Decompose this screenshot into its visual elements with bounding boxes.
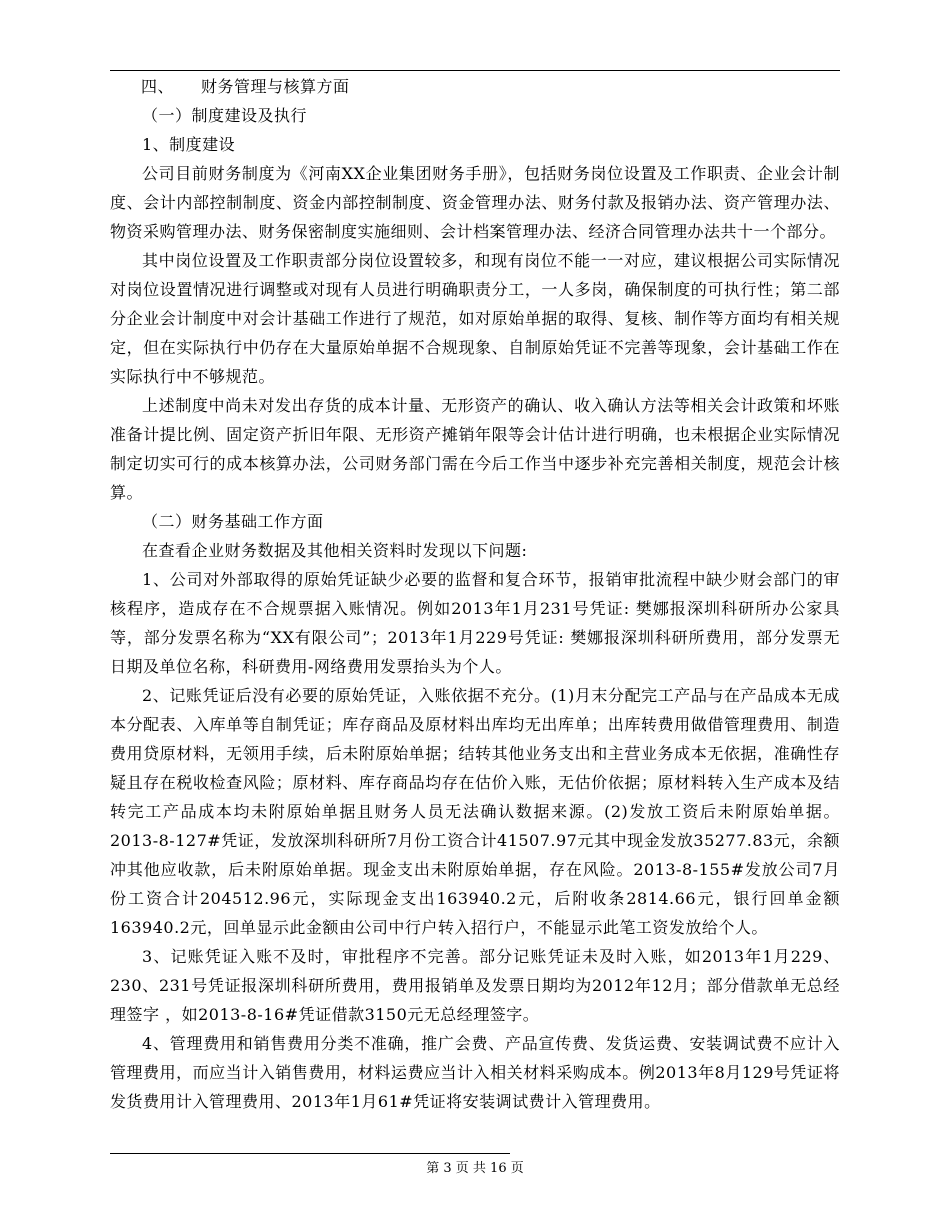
paragraph: 上述制度中尚未对发出存货的成本计量、无形资产的确认、收入确认方法等相关会计政策和坏账准备计提比例、固定资产折旧年限、无形资产摊销年限等会计估计进行明确，也未根据企业实际情况制定切实可行的成本核算办法，公司财务部门需在今后工作当中逐步补充完善相关制度，规范会计核算。 <box>110 396 840 502</box>
list-item: 4、管理费用和销售费用分类不准确，推广会费、产品宣传费、发货运费、安装调试费不应计入管理费用，而应当计入销售费用，材料运费应当计入相关材料采购成本。例2013年8月129号凭证将发货费用计入管理费用、2013年1月61#凭证将安装调试费计入管理费用。 <box>110 1034 840 1111</box>
list-item: 1、公司对外部取得的原始凭证缺少必要的监督和复合环节，报销审批流程中缺少财会部门的审核程序，造成存在不合规票据入账情况。例如2013年1月231号凭证: 樊娜报深圳科研所办公家具等，部分发票名称为“XX有限公司”；2013年1月229号凭证: 樊娜报深圳科研所费用，部分发票无日期及单位名称，科研费用-网络费用发票抬头为个人。 <box>110 570 840 676</box>
subsection-heading: （一）制度建设及执行 <box>142 106 308 125</box>
footer-rule <box>110 1153 510 1154</box>
subsection-heading: （二）财务基础工作方面 <box>142 512 324 531</box>
section-heading <box>110 72 840 101</box>
section-number: 四、 <box>141 77 175 96</box>
page-number: 第 3 页 共 16 页 <box>426 1161 524 1176</box>
list-item: 2、记账凭证后没有必要的原始凭证，入账依据不充分。(1)月末分配完工产品与在产品成本无成本分配表、入库单等自制凭证；库存商品及原材料出库均无出库单；出库转费用做借管理费用、制造费用贷原材料，无领用手续，后未附原始单据；结转其他业务支出和主营业务成本无依据，准确性存疑且存在税收检查风险；原材料、库存商品均存在估价入账，无估价依据；原材料转入生产成本及结转完工产品成本均未附原始单据且财务人员无法确认数据来源。(2)发放工资后未附原始单据。2013-8-127#凭证，发放深圳科研所7月份工资合计41507.97元其中现金发放35277.83元，余额冲其他应收款，后未附原始单据。现金支出未附原始单据，存在风险。2013-8-155#发放公司7月份工资合计204512.96元，实际现金支出163940.2元，后附收条2814.66元，银行回单金额163940.2元，回单显示此金额由公司中行户转入招行户，不能显示此笔工资发放给个人。 <box>110 686 840 937</box>
paragraph: 其中岗位设置及工作职责部分岗位设置较多，和现有岗位不能一一对应，建议根据公司实际情况对岗位设置情况进行调整或对现有人员进行明确职责分工，一人多岗，确保制度的可执行性；第二部分企业会计制度中对会计基础工作进行了规范，如对原始单据的取得、复核、制作等方面均有相关规定，但在实际执行中仍存在大量原始单据不合规现象、自制原始凭证不完善等现象，会计基础工作在实际执行中不够规范。 <box>110 251 840 386</box>
document-body <box>110 72 840 1116</box>
item-heading: 1、制度建设 <box>142 135 236 154</box>
list-item: 3、记账凭证入账不及时，审批程序不完善。部分记账凭证未及时入账，如2013年1月229、230、231号凭证报深圳科研所费用，费用报销单及发票日期均为2012年12月；部分借款单无总经理签字 ，如2013-8-16#凭证借款3150元无总经理签字。 <box>110 947 840 1024</box>
paragraph: 公司目前财务制度为《河南XX企业集团财务手册》，包括财务岗位设置及工作职责、企业会计制度、会计内部控制制度、资金内部控制制度、资金管理办法、财务付款及报销办法、资产管理办法、物资采购管理办法、财务保密制度实施细则、会计档案管理办法、经济合同管理办法共十一个部分。 <box>110 164 840 241</box>
paragraph: 在查看企业财务数据及其他相关资料时发现以下问题: <box>142 541 528 560</box>
section-title: 财务管理与核算方面 <box>201 77 350 96</box>
header-rule <box>110 70 840 71</box>
